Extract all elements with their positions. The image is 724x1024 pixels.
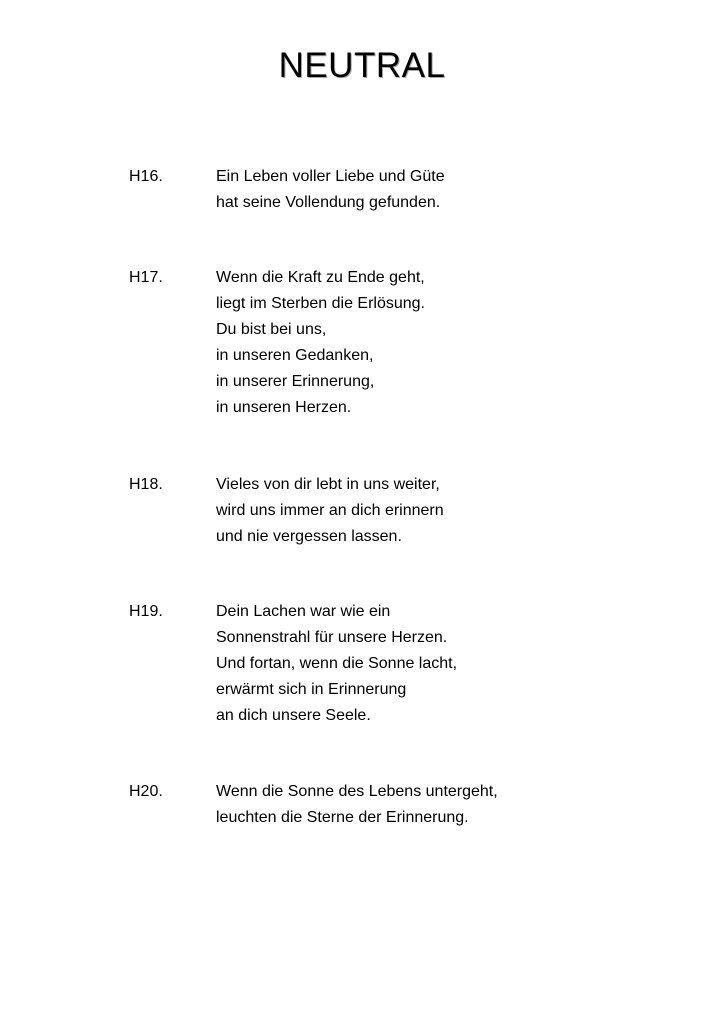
verse-line: Wenn die Kraft zu Ende geht,: [216, 269, 425, 286]
verse-line: Sonnenstrahl für unsere Herzen.: [216, 629, 448, 646]
page-title: NEUTRAL: [278, 46, 446, 85]
verse-text: [216, 599, 457, 729]
verse-text: [216, 164, 445, 216]
verse-text: [216, 779, 498, 831]
verse-line: und nie vergessen lassen.: [216, 528, 402, 545]
verse-line: wird uns immer an dich erinnern: [216, 502, 444, 519]
verse-line: in unseren Herzen.: [216, 399, 352, 416]
verse-line: Und fortan, wenn die Sonne lacht,: [216, 655, 458, 672]
verse-text: [216, 265, 425, 421]
verse-text: [216, 472, 444, 550]
verse-line: in unseren Gedanken,: [216, 347, 374, 364]
verse-line: in unserer Erinnerung,: [216, 373, 375, 390]
verse-number: H19.: [129, 603, 163, 620]
verse-line: erwärmt sich in Erinnerung: [216, 681, 407, 698]
verse-line: Wenn die Sonne des Lebens untergeht,: [216, 783, 498, 800]
verse-number: H17.: [129, 269, 163, 286]
verse-line: an dich unsere Seele.: [216, 707, 371, 724]
verse-line: Dein Lachen war wie ein: [216, 603, 391, 620]
verse-number: H16.: [129, 168, 163, 185]
verse-line: hat seine Vollendung gefunden.: [216, 194, 441, 211]
verse-line: leuchten die Sterne der Erinnerung.: [216, 809, 469, 826]
verse-number: H20.: [129, 783, 163, 800]
verse-line: liegt im Sterben die Erlösung.: [216, 295, 425, 312]
verse-line: Du bist bei uns,: [216, 321, 327, 338]
verse-line: Ein Leben voller Liebe und Güte: [216, 168, 445, 185]
verse-number: H18.: [129, 476, 163, 493]
verse-line: Vieles von dir lebt in uns weiter,: [216, 476, 440, 493]
